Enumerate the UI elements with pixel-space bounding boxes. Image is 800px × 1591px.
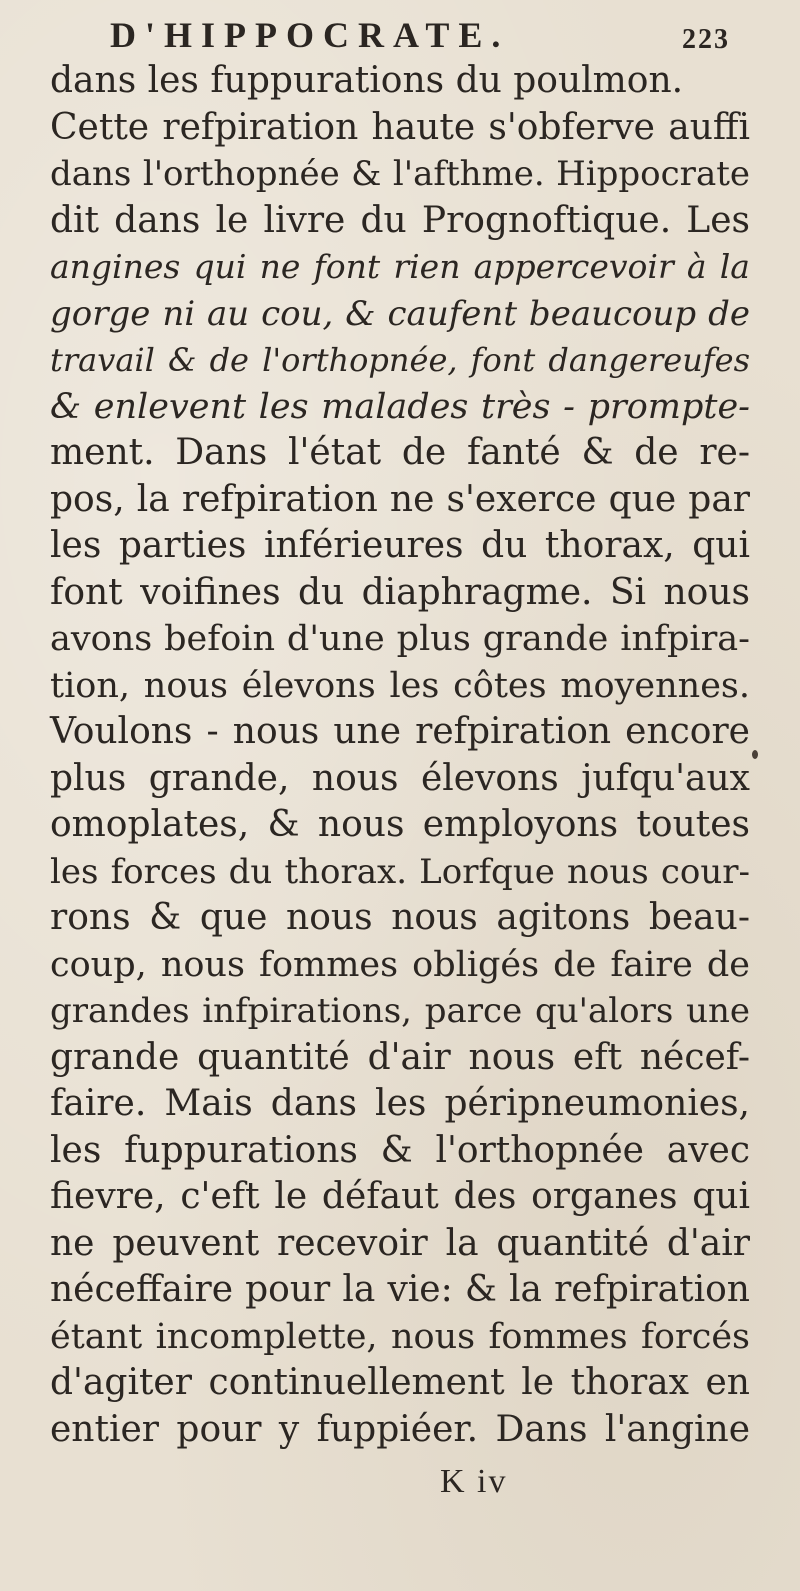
page-header <box>110 10 730 56</box>
signature-mark: K iv <box>440 1463 508 1500</box>
text-line: dans les fuppurations du poulmon. <box>50 60 684 101</box>
text-line: pos, la refpiration ne s'exerce que par <box>50 478 750 520</box>
text-line: coup, nous fommes obligés de faire de <box>50 944 750 985</box>
text-line: angines qui ne font rien appercevoir à la <box>50 247 750 286</box>
text-line: grandes infpirations, parce qu'alors une <box>50 991 750 1031</box>
text-line: entier pour y fuppiéer. Dans l'angine <box>50 1408 750 1450</box>
text-line: fievre, c'eft le défaut des organes qui <box>50 1176 750 1217</box>
text-line: omoplates, & nous employons toutes <box>50 804 750 845</box>
text-line: travail & de l'orthopnée, font dangereufes <box>50 341 750 379</box>
text-line: rons & que nous nous agitons beau- <box>50 897 750 938</box>
text-line: plus grande, nous élevons jufqu'aux <box>50 757 750 799</box>
text-line: gorge ni au cou, & caufent beaucoup de <box>50 293 750 334</box>
text-line: Voulons - nous une refpiration encore <box>50 711 750 752</box>
text-line: Cette refpiration haute s'obferve auffi <box>50 106 750 148</box>
ink-speck <box>752 750 758 759</box>
page-number: 223 <box>682 24 730 55</box>
text-line: les parties inférieures du thorax, qui <box>50 525 750 566</box>
text-line: ne peuvent recevoir la quantité d'air <box>50 1222 750 1264</box>
text-line: néceffaire pour la vie: & la refpiration <box>50 1269 750 1310</box>
text-line: les fuppurations & l'orthopnée avec <box>50 1129 750 1171</box>
text-line: grande quantité d'air nous eft nécef- <box>50 1036 750 1078</box>
text-line: font voifines du diaphragme. Si nous <box>50 571 750 613</box>
text-line: tion, nous élevons les côtes moyennes. <box>50 665 750 706</box>
text-line: avons befoin d'une plus grande infpira- <box>50 619 750 659</box>
text-line: dit dans le livre du Prognoftique. Les <box>50 199 750 241</box>
text-line: les forces du thorax. Lorfque nous cour- <box>50 851 750 892</box>
text-line: dans l'orthopnée & l'afthme. Hippocrate <box>50 154 750 194</box>
text-line: ment. Dans l'état de fanté & de re- <box>50 432 750 473</box>
running-head: D'HIPPOCRATE. <box>110 15 510 55</box>
text-line: & enlevent les malades très - prompte- <box>50 386 750 427</box>
text-line: étant incomplette, nous fommes forcés <box>50 1316 750 1357</box>
body-text <box>50 58 750 1453</box>
text-line: d'agiter continuellement le thorax en <box>50 1362 750 1403</box>
text-line: faire. Mais dans les péripneumonies, <box>50 1083 750 1124</box>
